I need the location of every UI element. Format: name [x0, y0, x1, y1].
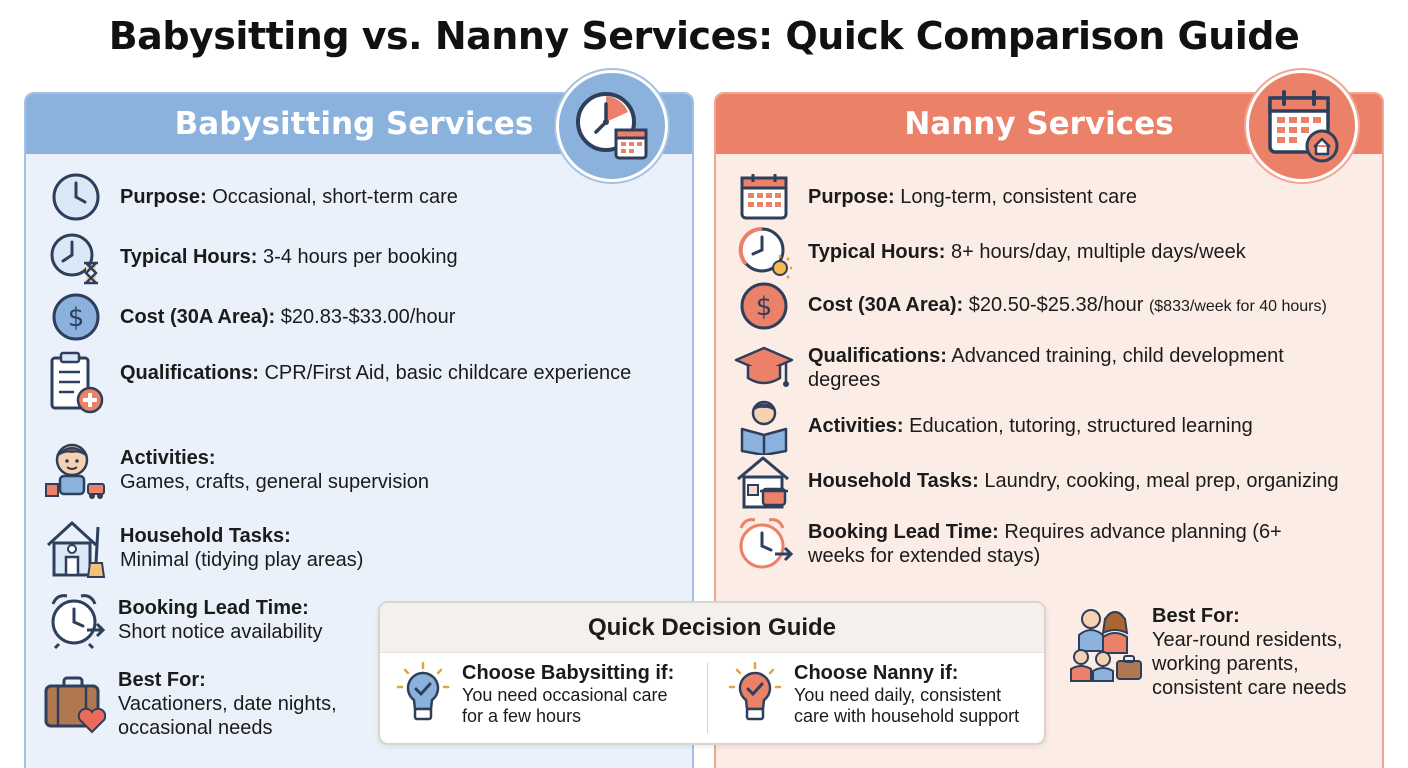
row-value: Advanced training, child development: [951, 345, 1284, 367]
row-label: Qualifications:: [808, 345, 947, 367]
row-value: Minimal (tidying play areas): [120, 549, 364, 571]
babysitting-header: Babysitting Services: [26, 94, 692, 154]
row-label: Activities:: [808, 415, 904, 437]
nanny-row-household: [734, 451, 1339, 511]
row-value: Year-round residents,: [1152, 629, 1343, 651]
row-value-line3: consistent care needs: [1152, 677, 1347, 699]
row-label: Booking Lead Time:: [118, 597, 309, 619]
alarm-clock-icon: [46, 590, 106, 650]
row-value: CPR/First Aid, basic childcare experience: [264, 362, 632, 384]
svg-text:$: $: [67, 303, 85, 333]
row-label: Purpose:: [808, 186, 895, 208]
house-broom-icon: [44, 515, 106, 581]
svg-text:$: $: [755, 292, 773, 322]
row-label: Typical Hours:: [120, 246, 258, 268]
clock-hourglass-icon: [46, 227, 106, 287]
row-label: Best For:: [1152, 605, 1240, 627]
clock-icon: [46, 167, 106, 227]
quick-decision-guide: [378, 601, 1046, 745]
babysitting-row-purpose: [46, 167, 458, 227]
row-value: Long-term, consistent care: [900, 186, 1138, 208]
decision-nanny: [728, 661, 1019, 727]
nanny-row-qualifications: [734, 338, 1284, 398]
decision-nanny-line2: care with household support: [794, 706, 1020, 726]
nanny-row-activities: [734, 396, 1253, 456]
lightbulb-check-icon: [396, 661, 450, 725]
page-title: Babysitting vs. Nanny Services: Quick Comparison Guide: [108, 14, 1300, 58]
child-reading-icon: [734, 396, 794, 456]
nanny-row-purpose: [734, 167, 1137, 227]
row-value: Games, crafts, general supervision: [120, 471, 430, 493]
row-value-line2: weeks for extended stays): [808, 545, 1041, 567]
family-icon: [1066, 604, 1146, 684]
babysitting-row-best-for: [44, 668, 337, 740]
nanny-row-best-for: [1066, 604, 1347, 700]
row-label: Booking Lead Time:: [808, 521, 999, 543]
alarm-clock-icon: [734, 514, 794, 574]
row-value: $20.50-$25.38/hour: [968, 294, 1144, 316]
decision-babysitting-line1: You need occasional care: [462, 685, 668, 705]
row-value: $20.83-$33.00/hour: [280, 306, 456, 328]
decision-babysitting-line2: for a few hours: [462, 706, 582, 726]
babysitting-row-lead-time: [46, 590, 323, 650]
babysitting-row-household: [44, 515, 363, 581]
row-label: Cost (30A Area):: [120, 306, 276, 328]
clipboard-first-aid-icon: [46, 346, 106, 420]
row-value: Education, tutoring, structured learning: [909, 415, 1253, 437]
row-label: Purpose:: [120, 186, 207, 208]
row-value: 8+ hours/day, multiple days/week: [951, 241, 1246, 263]
row-label: Household Tasks:: [120, 525, 291, 547]
row-value: Short notice availability: [118, 621, 323, 643]
babysitting-row-activities: [44, 437, 429, 503]
row-value-line2: working parents,: [1152, 653, 1299, 675]
clock-calendar-badge-icon: [556, 70, 668, 182]
suitcase-heart-icon: [44, 671, 106, 737]
row-label: Activities:: [120, 447, 216, 469]
nanny-row-lead-time: [734, 514, 1282, 574]
dollar-icon: [46, 287, 106, 347]
graduation-cap-icon: [734, 338, 794, 398]
clock-sun-icon: [734, 222, 794, 282]
dollar-icon: [734, 276, 794, 336]
row-value: Laundry, cooking, meal prep, organizing: [984, 470, 1339, 492]
decision-nanny-line1: You need daily, consistent: [794, 685, 1002, 705]
nanny-row-hours: [734, 222, 1246, 282]
child-playing-icon: [44, 437, 106, 503]
row-value-line2: occasional needs: [118, 717, 273, 739]
row-label: Cost (30A Area):: [808, 294, 964, 316]
row-value: Vacationers, date nights,: [118, 693, 337, 715]
nanny-row-cost: [734, 276, 1327, 336]
decision-nanny-heading: Choose Nanny if:: [794, 662, 959, 684]
row-note: ($833/week for 40 hours): [1148, 298, 1327, 315]
row-value: 3-4 hours per booking: [263, 246, 458, 268]
babysitting-row-cost: [46, 287, 455, 347]
nanny-header: Nanny Services: [716, 94, 1382, 154]
calendar-icon: [734, 167, 794, 227]
decision-guide-title: Quick Decision Guide: [380, 603, 1044, 653]
decision-babysitting: [396, 661, 674, 727]
babysitting-row-qualifications: [46, 346, 631, 420]
house-cooking-icon: [734, 451, 794, 511]
row-label: Best For:: [118, 669, 206, 691]
row-value: Requires advance planning (6+: [1004, 521, 1282, 543]
row-value: Occasional, short-term care: [212, 186, 458, 208]
row-label: Household Tasks:: [808, 470, 979, 492]
row-label: Qualifications:: [120, 362, 259, 384]
decision-divider: [707, 663, 708, 733]
decision-babysitting-heading: Choose Babysitting if:: [462, 662, 675, 684]
row-value-line2: degrees: [808, 369, 881, 391]
lightbulb-check-icon: [728, 661, 782, 725]
babysitting-row-hours: [46, 227, 458, 287]
calendar-home-badge-icon: [1246, 70, 1358, 182]
row-label: Typical Hours:: [808, 241, 946, 263]
